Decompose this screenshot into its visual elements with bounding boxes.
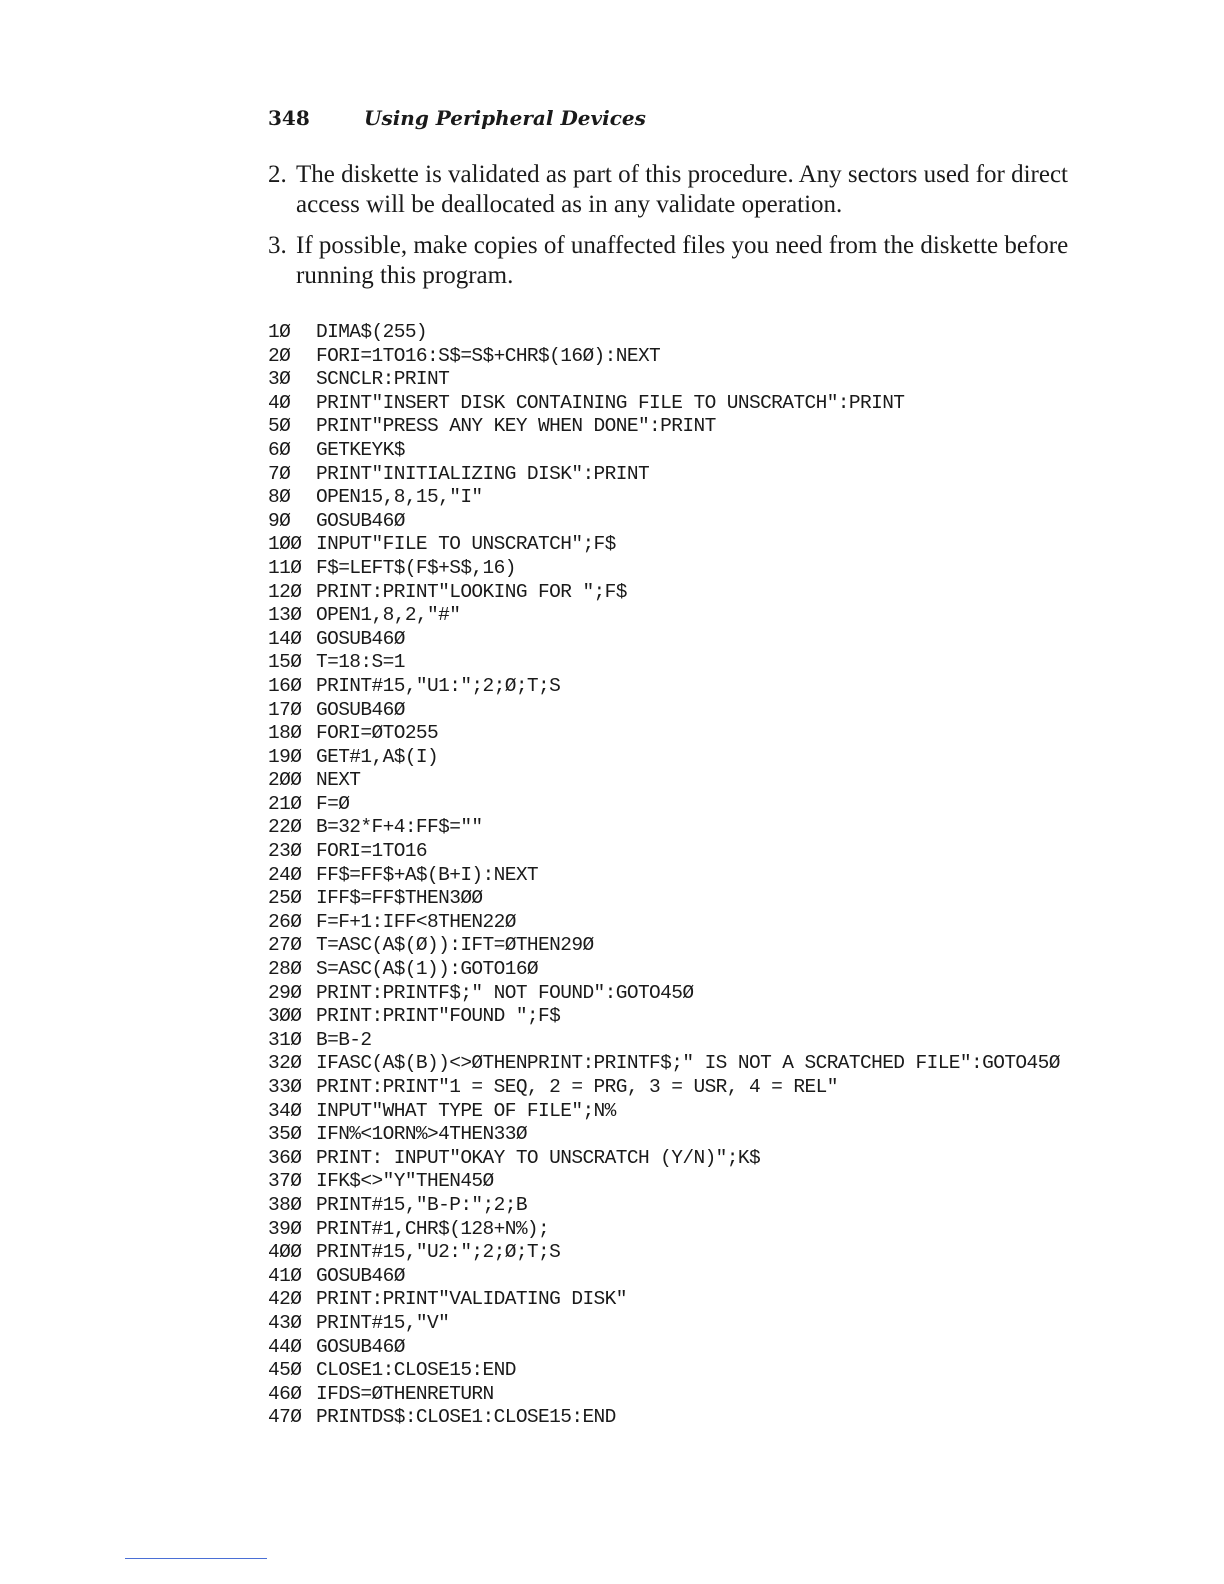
line-number: 1Ø bbox=[268, 321, 291, 343]
code-line bbox=[268, 1100, 1168, 1124]
line-number: 33Ø bbox=[268, 1076, 302, 1098]
line-code: PRINT"INITIALIZING DISK":PRINT bbox=[316, 462, 650, 485]
footnote-rule bbox=[125, 1558, 267, 1559]
line-code: IFF$=FF$THEN3ØØ bbox=[316, 887, 483, 910]
line-number: 34Ø bbox=[268, 1099, 302, 1122]
code-line bbox=[268, 911, 1168, 935]
code-line bbox=[268, 958, 1168, 982]
line-number: 32Ø bbox=[268, 1052, 302, 1075]
line-number: 47Ø bbox=[268, 1406, 302, 1429]
line-code: F$=LEFT$(F$+S$,16) bbox=[316, 556, 516, 579]
code-line bbox=[268, 321, 1168, 345]
line-number: 43Ø bbox=[268, 1311, 302, 1334]
line-code: GOSUB46Ø bbox=[316, 698, 405, 721]
line-number: 41Ø bbox=[268, 1264, 302, 1287]
line-code: DIMA$(255) bbox=[316, 321, 428, 343]
line-code: IFDS=ØTHENRETURN bbox=[316, 1382, 494, 1405]
line-number: 27Ø bbox=[268, 934, 302, 957]
line-code: PRINT#1,CHR$(128+N%); bbox=[316, 1217, 550, 1240]
line-code: GOSUB46Ø bbox=[316, 1264, 405, 1287]
line-number: 14Ø bbox=[268, 627, 302, 650]
code-line bbox=[268, 415, 1168, 439]
line-code: F=F+1:IFF<8THEN22Ø bbox=[316, 910, 516, 933]
code-line bbox=[268, 1336, 1168, 1360]
code-line bbox=[268, 816, 1168, 840]
line-number: 45Ø bbox=[268, 1359, 302, 1382]
code-line bbox=[268, 1383, 1168, 1407]
code-line bbox=[268, 982, 1168, 1006]
line-number: 29Ø bbox=[268, 981, 302, 1004]
line-number: 8Ø bbox=[268, 486, 291, 509]
line-number: 38Ø bbox=[268, 1193, 302, 1216]
code-line bbox=[268, 793, 1168, 817]
code-line bbox=[268, 934, 1168, 958]
line-code: GOSUB46Ø bbox=[316, 627, 405, 650]
line-code: INPUT"WHAT TYPE OF FILE";N% bbox=[316, 1099, 616, 1122]
line-number: 42Ø bbox=[268, 1288, 302, 1311]
line-code: IFK$<>"Y"THEN45Ø bbox=[316, 1170, 494, 1193]
line-code: GOSUB46Ø bbox=[316, 509, 405, 532]
code-line bbox=[268, 1194, 1168, 1218]
code-line bbox=[268, 840, 1168, 864]
code-line bbox=[268, 533, 1168, 557]
line-number: 7Ø bbox=[268, 462, 291, 485]
line-code: PRINT"INSERT DISK CONTAINING FILE TO UNSCRATCH":PRINT bbox=[316, 391, 905, 414]
line-number: 39Ø bbox=[268, 1217, 302, 1240]
line-number: 3Ø bbox=[268, 368, 291, 391]
line-code: FORI=1TO16 bbox=[316, 840, 428, 863]
line-code: T=18:S=1 bbox=[316, 651, 405, 674]
code-line bbox=[268, 1005, 1168, 1029]
line-code: PRINT#15,"V" bbox=[316, 1311, 450, 1334]
code-line bbox=[268, 864, 1168, 888]
line-code: PRINT:PRINTF$;" NOT FOUND":GOTO45Ø bbox=[316, 981, 694, 1004]
line-code: PRINT: INPUT"OKAY TO UNSCRATCH (Y/N)";K$ bbox=[316, 1146, 761, 1169]
line-number: 15Ø bbox=[268, 651, 302, 674]
code-line bbox=[268, 463, 1168, 487]
code-line bbox=[268, 368, 1168, 392]
code-line bbox=[268, 392, 1168, 416]
numbered-notes bbox=[268, 160, 1118, 302]
line-code: PRINT:PRINT"VALIDATING DISK" bbox=[316, 1288, 627, 1311]
line-number: 5Ø bbox=[268, 415, 291, 438]
code-line bbox=[268, 581, 1168, 605]
line-code: GET#1,A$(I) bbox=[316, 745, 439, 768]
line-number: 12Ø bbox=[268, 580, 302, 603]
note-number: 2. bbox=[268, 161, 287, 188]
code-line bbox=[268, 439, 1168, 463]
code-line bbox=[268, 651, 1168, 675]
code-line bbox=[268, 746, 1168, 770]
page-number: 348 bbox=[268, 106, 310, 130]
line-number: 23Ø bbox=[268, 840, 302, 863]
code-line bbox=[268, 887, 1168, 911]
line-number: 4ØØ bbox=[268, 1241, 302, 1264]
line-code: IFN%<1ORN%>4THEN33Ø bbox=[316, 1123, 527, 1146]
line-code: OPEN15,8,15,"I" bbox=[316, 486, 483, 509]
running-title: Using Peripheral Devices bbox=[364, 106, 646, 130]
line-number: 11Ø bbox=[268, 556, 302, 579]
code-line bbox=[268, 1076, 1168, 1100]
line-number: 28Ø bbox=[268, 958, 302, 981]
code-line bbox=[268, 1288, 1168, 1312]
code-line bbox=[268, 1170, 1168, 1194]
line-code: NEXT bbox=[316, 769, 361, 792]
line-code: PRINT:PRINT"FOUND ";F$ bbox=[316, 1005, 561, 1028]
line-number: 19Ø bbox=[268, 745, 302, 768]
code-line bbox=[268, 1029, 1168, 1053]
code-line bbox=[268, 722, 1168, 746]
code-line bbox=[268, 1123, 1168, 1147]
line-code: SCNCLR:PRINT bbox=[316, 368, 450, 391]
code-line bbox=[268, 1241, 1168, 1265]
note-item bbox=[268, 231, 1118, 291]
line-number: 26Ø bbox=[268, 910, 302, 933]
code-line bbox=[268, 345, 1168, 369]
code-line bbox=[268, 604, 1168, 628]
line-code: FF$=FF$+A$(B+I):NEXT bbox=[316, 863, 539, 886]
line-code: T=ASC(A$(Ø)):IFT=ØTHEN29Ø bbox=[316, 934, 594, 957]
line-code: CLOSE1:CLOSE15:END bbox=[316, 1359, 516, 1382]
line-code: B=32*F+4:FF$="" bbox=[316, 816, 483, 839]
line-code: INPUT"FILE TO UNSCRATCH";F$ bbox=[316, 533, 616, 556]
code-line bbox=[268, 675, 1168, 699]
code-line bbox=[268, 1147, 1168, 1171]
code-line bbox=[268, 486, 1168, 510]
line-number: 2Ø bbox=[268, 344, 291, 367]
line-number: 1ØØ bbox=[268, 533, 302, 556]
line-code: FORI=ØTO255 bbox=[316, 722, 439, 745]
line-code: PRINT:PRINT"LOOKING FOR ";F$ bbox=[316, 580, 627, 603]
line-number: 36Ø bbox=[268, 1146, 302, 1169]
code-line bbox=[268, 628, 1168, 652]
line-code: PRINT#15,"U2:";2;Ø;T;S bbox=[316, 1241, 561, 1264]
line-code: OPEN1,8,2,"#" bbox=[316, 604, 461, 627]
line-number: 37Ø bbox=[268, 1170, 302, 1193]
code-line bbox=[268, 1265, 1168, 1289]
line-code: PRINTDS$:CLOSE1:CLOSE15:END bbox=[316, 1406, 616, 1429]
line-number: 21Ø bbox=[268, 792, 302, 815]
line-number: 2ØØ bbox=[268, 769, 302, 792]
note-text: The diskette is validated as part of this procedure. Any sectors used for direct access will be deallocated as in any validate operation. bbox=[296, 161, 1068, 218]
line-number: 6Ø bbox=[268, 438, 291, 461]
line-code: F=Ø bbox=[316, 792, 350, 815]
line-code: GOSUB46Ø bbox=[316, 1335, 405, 1358]
code-line bbox=[268, 510, 1168, 534]
line-code: IFASC(A$(B))<>ØTHENPRINT:PRINTF$;" IS NOT A SCRATCHED FILE":GOTO45Ø bbox=[316, 1052, 1060, 1075]
code-line bbox=[268, 1052, 1168, 1076]
line-code: FORI=1TO16:S$=S$+CHR$(16Ø):NEXT bbox=[316, 344, 661, 367]
line-number: 22Ø bbox=[268, 816, 302, 839]
line-number: 31Ø bbox=[268, 1028, 302, 1051]
code-line bbox=[268, 769, 1168, 793]
line-code: B=B-2 bbox=[316, 1028, 372, 1051]
page-header bbox=[268, 106, 646, 130]
code-line bbox=[268, 699, 1168, 723]
line-number: 4Ø bbox=[268, 391, 291, 414]
line-number: 9Ø bbox=[268, 509, 291, 532]
code-line bbox=[268, 1312, 1168, 1336]
line-number: 46Ø bbox=[268, 1382, 302, 1405]
code-line bbox=[268, 1359, 1168, 1383]
line-number: 3ØØ bbox=[268, 1005, 302, 1028]
line-code: PRINT"PRESS ANY KEY WHEN DONE":PRINT bbox=[316, 415, 716, 438]
line-number: 35Ø bbox=[268, 1123, 302, 1146]
line-code: PRINT#15,"B-P:";2;B bbox=[316, 1193, 527, 1216]
note-text: If possible, make copies of unaffected files you need from the diskette before running this program. bbox=[296, 232, 1069, 289]
line-number: 17Ø bbox=[268, 698, 302, 721]
code-line bbox=[268, 557, 1168, 581]
line-number: 24Ø bbox=[268, 863, 302, 886]
line-code: PRINT:PRINT"1 = SEQ, 2 = PRG, 3 = USR, 4 = REL" bbox=[316, 1076, 838, 1098]
basic-program-listing bbox=[268, 321, 1168, 1430]
line-number: 13Ø bbox=[268, 604, 302, 627]
code-line bbox=[268, 1218, 1168, 1242]
line-number: 18Ø bbox=[268, 722, 302, 745]
line-code: PRINT#15,"U1:";2;Ø;T;S bbox=[316, 674, 561, 697]
line-code: GETKEYK$ bbox=[316, 438, 405, 461]
line-number: 25Ø bbox=[268, 887, 302, 910]
note-item bbox=[268, 160, 1118, 220]
line-number: 44Ø bbox=[268, 1335, 302, 1358]
line-code: S=ASC(A$(1)):GOTO16Ø bbox=[316, 958, 539, 981]
note-number: 3. bbox=[268, 232, 287, 259]
code-line bbox=[268, 1406, 1168, 1430]
line-number: 16Ø bbox=[268, 674, 302, 697]
